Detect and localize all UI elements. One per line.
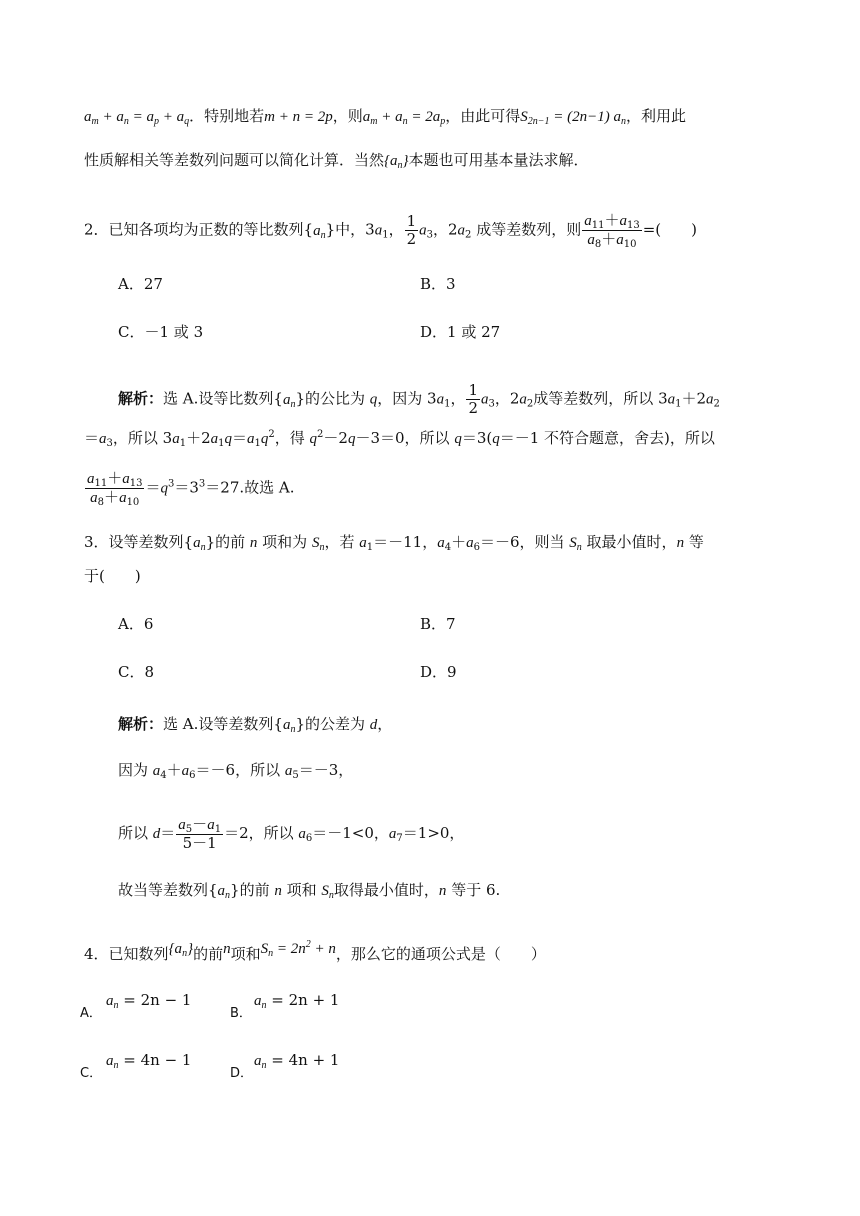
option-formula: = 4n − 1 bbox=[123, 1051, 192, 1069]
analysis-text: ＝27.故选 A. bbox=[205, 478, 295, 497]
analysis-text: ＋ bbox=[166, 761, 182, 779]
option-formula: = 2n + 1 bbox=[271, 991, 340, 1009]
denominator: 5－1 bbox=[182, 834, 217, 852]
analysis-text: ＝1>0， bbox=[402, 824, 465, 842]
analysis-text: ＝－6，所以 bbox=[195, 761, 285, 779]
analysis-text: ＝－1<0， bbox=[312, 824, 389, 842]
analysis-text: ＝－3， bbox=[298, 761, 354, 779]
option-value: 27 bbox=[143, 275, 163, 293]
q2-stem-text: ，2 bbox=[433, 220, 458, 239]
analysis-text: ＝2，所以 bbox=[224, 824, 299, 842]
fraction: $\frac{a_{11}+a_{13}}{a_8+a_{10}}$ bbox=[87, 469, 143, 508]
fraction: $\frac{a_5-a_1}{5-1}$ bbox=[178, 815, 222, 852]
analysis-text: 项和 bbox=[281, 881, 322, 899]
analysis-text: ，所以 3 bbox=[112, 429, 173, 447]
q3-stem-line-2 bbox=[84, 566, 141, 586]
analysis-text: 因为 bbox=[118, 761, 153, 779]
q2-option-a bbox=[118, 274, 163, 294]
intro-text-2: ，则 bbox=[332, 107, 363, 125]
option-letter: B． bbox=[420, 275, 447, 293]
q3-analysis-line-1: 解析：选 A.设等差数列$\{a_n\}$的公差为 d， bbox=[118, 715, 393, 735]
q2-stem-text: }中，3 bbox=[325, 220, 375, 239]
q3-option-a bbox=[118, 614, 153, 634]
option-letter: B． bbox=[420, 615, 447, 633]
analysis-text: 成等差数列，所以 3 bbox=[533, 389, 668, 408]
q2-stem-text: 成等差数列，则 bbox=[476, 220, 582, 239]
q2-stem-text: =( ) bbox=[642, 220, 697, 239]
fraction: $\frac{a_{11}+a_{13}}{a_8+a_{10}}$ bbox=[584, 211, 640, 250]
q3-stem-text: }的前 bbox=[205, 533, 250, 551]
analysis-text: 等于 6. bbox=[446, 881, 501, 899]
analysis-text: 所以 bbox=[118, 824, 153, 842]
q3-option-d bbox=[420, 662, 457, 682]
q4-option-a-formula: $a_n = 2n - 1$ bbox=[106, 991, 192, 1011]
q3-stem-text: 设等差数列{ bbox=[108, 533, 194, 551]
q4-stem-text: ，那么它的通项公式是（ ） bbox=[335, 945, 546, 963]
analysis-text: ， bbox=[450, 389, 466, 408]
option-letter: C． bbox=[80, 1066, 103, 1081]
q2-analysis-line-2: $=a_3$，所以 $3a_1+2a_1q=a_1q^2$，得 $q^2-2q-3=0$，所以 q＝3(q＝－1 不符合题意，舍去)，所以 bbox=[84, 429, 715, 449]
q4-option-c bbox=[80, 1064, 102, 1084]
option-letter: D． bbox=[420, 323, 448, 341]
fraction: $\frac{1}{2}$ bbox=[406, 212, 417, 248]
analysis-label: 解析： bbox=[118, 715, 164, 733]
fraction: $\frac{1}{2}$ bbox=[468, 381, 478, 417]
analysis-text: 取得最小值时， bbox=[333, 881, 439, 899]
q2-number: 2． bbox=[84, 220, 109, 239]
analysis-label: 解析： bbox=[118, 389, 164, 408]
analysis-text: ，得 bbox=[274, 429, 310, 447]
analysis-text: 故当等差数列{ bbox=[118, 881, 218, 899]
option-letter: A． bbox=[118, 275, 144, 293]
analysis-text: ＝ bbox=[145, 478, 161, 497]
option-value: 8 bbox=[144, 663, 155, 681]
q3-option-b bbox=[420, 614, 456, 634]
q4-option-c-formula: $a_n = 4n - 1$ bbox=[106, 1051, 192, 1071]
q4-stem: 4．已知数列$\{a_n\}$的前n项和$S_n = 2n^2 + n$，那么它的通项公式是（ ） bbox=[84, 939, 546, 963]
analysis-text: }的前 bbox=[230, 881, 275, 899]
option-letter: C． bbox=[118, 663, 145, 681]
analysis-text: }的公比为 bbox=[295, 389, 370, 408]
option-letter: B． bbox=[230, 1006, 252, 1021]
intro-text-4: ，利用此 bbox=[625, 107, 686, 125]
option-value: 7 bbox=[446, 615, 456, 633]
option-value: －1 或 3 bbox=[144, 323, 204, 341]
option-value: 9 bbox=[447, 663, 457, 681]
analysis-text: ＋2 bbox=[186, 429, 211, 447]
analysis-text: ＝3( bbox=[461, 429, 493, 447]
q2-option-b bbox=[420, 274, 456, 294]
q2-stem-text: ， bbox=[388, 220, 404, 239]
q4-stem-text: 的前 bbox=[193, 945, 224, 963]
q3-analysis-line-2: 因为 $a_4+a_6=-6$，所以 $a_5=-3$， bbox=[118, 761, 354, 781]
q4-number: 4． bbox=[84, 945, 109, 963]
option-letter: D． bbox=[420, 663, 448, 681]
analysis-text: －3＝0，所以 bbox=[355, 429, 455, 447]
q4-option-a bbox=[80, 1004, 102, 1024]
q4-stem-text: 已知数列 bbox=[108, 945, 169, 963]
analysis-text: ＝－1 不符合题意，舍去)，所以 bbox=[499, 429, 715, 447]
analysis-text: ＝ bbox=[84, 429, 100, 447]
analysis-text: ＋2 bbox=[681, 389, 707, 408]
intro-text-6: 本题也可用基本量法求解． bbox=[408, 151, 589, 169]
q3-stem-text: ，若 bbox=[324, 533, 360, 551]
analysis-text: 选 A.设等差数列{ bbox=[163, 715, 283, 733]
analysis-text: ，因为 3 bbox=[377, 389, 437, 408]
analysis-text: ＝ bbox=[160, 824, 176, 842]
q2-analysis-line-3: $\frac{a_{11}+a_{13}}{a_8+a_{10}}$ $=q^3=3^3=27$.故选 A. bbox=[87, 469, 295, 508]
q3-stem-text: ＝－6，则当 bbox=[479, 533, 570, 551]
q3-option-c bbox=[118, 662, 154, 682]
q2-option-c bbox=[118, 322, 203, 342]
intro-line-1: $a_m + a_n = a_p + a_q$．特别地若m + n = 2p，则$a_m + a_n = 2a_p$，由此可得$S_{2n-1} = (2n-1)$ $a_n$，利用此 bbox=[84, 107, 686, 127]
q3-analysis-line-3: 所以 d＝ $\frac{a_5-a_1}{5-1}$ ＝2，所以 $a_6=-1<0$，$a_7=1>0$， bbox=[118, 815, 465, 852]
q3-stem-text: 于( ) bbox=[84, 567, 141, 585]
option-value: 6 bbox=[143, 615, 154, 633]
q3-stem-text: 等 bbox=[684, 533, 704, 551]
q4-option-b bbox=[230, 1004, 252, 1024]
q3-stem-text: 取最小值时， bbox=[581, 533, 677, 551]
q2-analysis-line-1: 解析：选 A.设等比数列$\{a_n\}$的公比为 q，因为 $3a_1$， $\frac{1}{2}$ $a_3$，$2a_2$成等差数列，所以 $3a_1+2a_2$ bbox=[118, 381, 720, 417]
q3-number: 3． bbox=[84, 533, 109, 551]
analysis-text: ， bbox=[377, 715, 393, 733]
analysis-text: ＝3 bbox=[174, 478, 199, 497]
q4-option-b-formula: $a_n = 2n + 1$ bbox=[254, 991, 340, 1011]
intro-text-5: 性质解相关等差数列问题可以简化计算．当然 bbox=[84, 151, 385, 169]
option-letter: C． bbox=[118, 323, 145, 341]
option-letter: D． bbox=[230, 1066, 254, 1081]
q3-stem-text: 项和为 bbox=[257, 533, 312, 551]
analysis-text: ，2 bbox=[494, 389, 520, 408]
analysis-text: 选 A.设等比数列{ bbox=[163, 389, 283, 408]
intro-text-3: ，由此可得 bbox=[445, 107, 521, 125]
intro-text-1: ．特别地若 bbox=[189, 107, 265, 125]
analysis-text: －2 bbox=[323, 429, 348, 447]
q2-stem-text: 已知各项均为正数的等比数列{ bbox=[108, 220, 314, 239]
option-value: 1 或 27 bbox=[447, 323, 501, 341]
option-letter: A． bbox=[118, 615, 144, 633]
q3-stem-text: ＋ bbox=[451, 533, 467, 551]
q3-stem-line-1: 3．设等差数列$\{a_n\}$的前 n 项和为 $S_n$，若 $a_1=-11$，$a_4+a_6=-6$，则当 $S_n$ 取最小值时，n 等 bbox=[84, 533, 704, 553]
option-formula: = 4n + 1 bbox=[271, 1051, 340, 1069]
q4-option-d-formula: $a_n = 4n + 1$ bbox=[254, 1051, 340, 1071]
analysis-text: }的公差为 bbox=[295, 715, 370, 733]
option-value: 3 bbox=[446, 275, 456, 293]
q2-stem: 2．已知各项均为正数的等比数列$\{a_n\}$中，$3a_1$， $\frac{1}{2}$ $a_3$，$2a_2$ 成等差数列，则 $\frac{a_{11}+a_{13}}{a_8+a_{10}}$ =( ) bbox=[84, 211, 697, 250]
analysis-text: ＝ bbox=[232, 429, 248, 447]
option-formula: = 2n − 1 bbox=[123, 991, 192, 1009]
operator: － bbox=[192, 815, 208, 833]
intro-line-2: 性质解相关等差数列问题可以简化计算．当然$\{a_n\}$本题也可用基本量法求解． bbox=[84, 151, 589, 171]
q3-stem-text: ＝－11， bbox=[373, 533, 438, 551]
q2-option-d bbox=[420, 322, 500, 342]
q3-analysis-line-4: 故当等差数列$\{a_n\}$的前 n 项和 $S_n$取得最小值时，n 等于 6. bbox=[118, 881, 501, 901]
q4-stem-text: 项和 bbox=[230, 945, 261, 963]
q4-option-d bbox=[230, 1064, 253, 1084]
option-letter: A． bbox=[80, 1006, 102, 1021]
